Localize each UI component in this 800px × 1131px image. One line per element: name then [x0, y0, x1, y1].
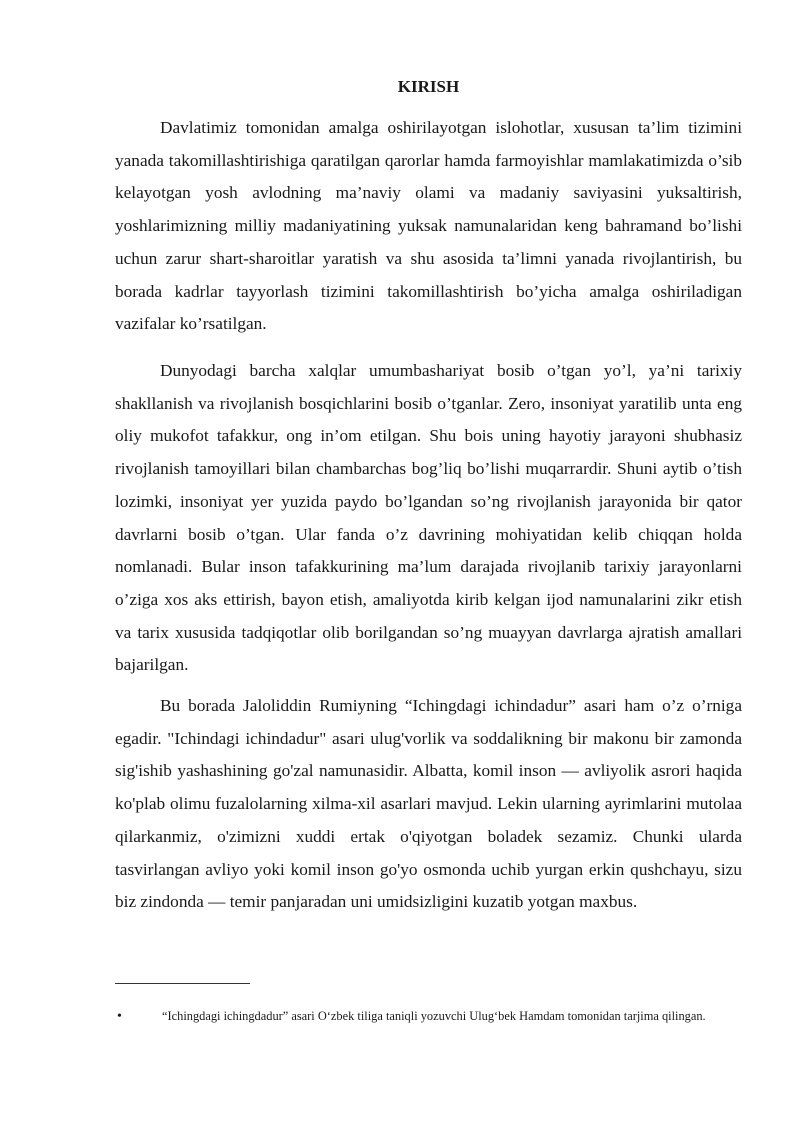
- page-title: KIRISH: [397, 77, 460, 96]
- paragraph-1: Davlatimiz tomonidan amalga oshirilayotgan islohotlar, xususan ta’lim tizimini yanada takomillashtirishiga qaratilgan qarorlar hamda farmoyishlar mamlakatimizda o’sib kelayotgan yosh avlodning ma’naviy olami va madaniy saviyasini yuksaltirish, yoshlarimizning milliy madaniyatining yuksak namunalaridan keng bahramand bo’lishi uchun zarur shart-sharoitlar yaratish va shu asosida ta’limni yanada rivojlantirish, bu borada kadrlar tayyorlash tizimini takomillashtirish bo’yicha amalga oshiriladigan vazifalar ko’rsatilgan.: [115, 118, 742, 334]
- footnote-separator: [115, 983, 250, 984]
- paragraph-2: Dunyodagi barcha xalqlar umumbashariyat bosib o’tgan yo’l, ya’ni tarixiy shakllanish va rivojlanish bosqichlarini bosib o’tganlar. Zero, insoniyat yaratilib unta eng oliy mukofot tafakkur, ong in’om etilgan. Shu bois uning hayotiy jarayoni shubhasiz rivojlanish tamoyillari bilan chambarchas bog’liq bo’lishi muqarrardir. Shuni aytib o’tish lozimki, insoniyat yer yuzida paydo bo’lgandan so’ng rivojlanish jarayonida bir qator davrlarni bosib o’tgan. Ular fanda o’z davrining mohiyatidan kelib chiqqan holda nomlanadi. Bular inson tafakkurining ma’lum darajada rivojlanib tarixiy jarayonlarni o’ziga xos aks ettirish, bayon etish, amaliyotda kirib kelgan ijod namunalarini zikr etish va tarix xususida tadqiqotlar olib borilgandan so’ng muayyan davrlarga ajratish amallari bajarilgan.: [115, 361, 742, 675]
- bullet-icon: •: [117, 1009, 122, 1024]
- footnote: [115, 1008, 742, 1025]
- paragraph-3: Bu borada Jaloliddin Rumiyning “Ichingdagi ichindadur” asari ham o’z o’rniga egadir. "Ichindagi ichindadur" asari ulug'vorlik va soddalikning bir makonu bir zamonda sig'ishib yashashining go'zal namunasidir. Albatta, komil inson — avliyolik asrori haqida ko'plab olimu fuzalolarning xilma-xil asarlari mavjud. Lekin ularning ayrimlarini mutolaa qilarkanmiz, o'zimizni xuddi ertak o'qiyotgan boladek sezamiz. Chunki ularda tasvirlangan avliyo yoki komil inson go'yo osmonda uchib yurgan erkin qushchayu, sizu biz zindonda — temir panjaradan uni umidsizligini kuzatib yotgan maxbus.: [115, 696, 742, 912]
- footnote-text: “Ichingdagi ichingdadur” asari O‘zbek tiliga taniqli yozuvchi Ulug‘bek Hamdam tomonidan tarjima qilingan.: [162, 1009, 706, 1023]
